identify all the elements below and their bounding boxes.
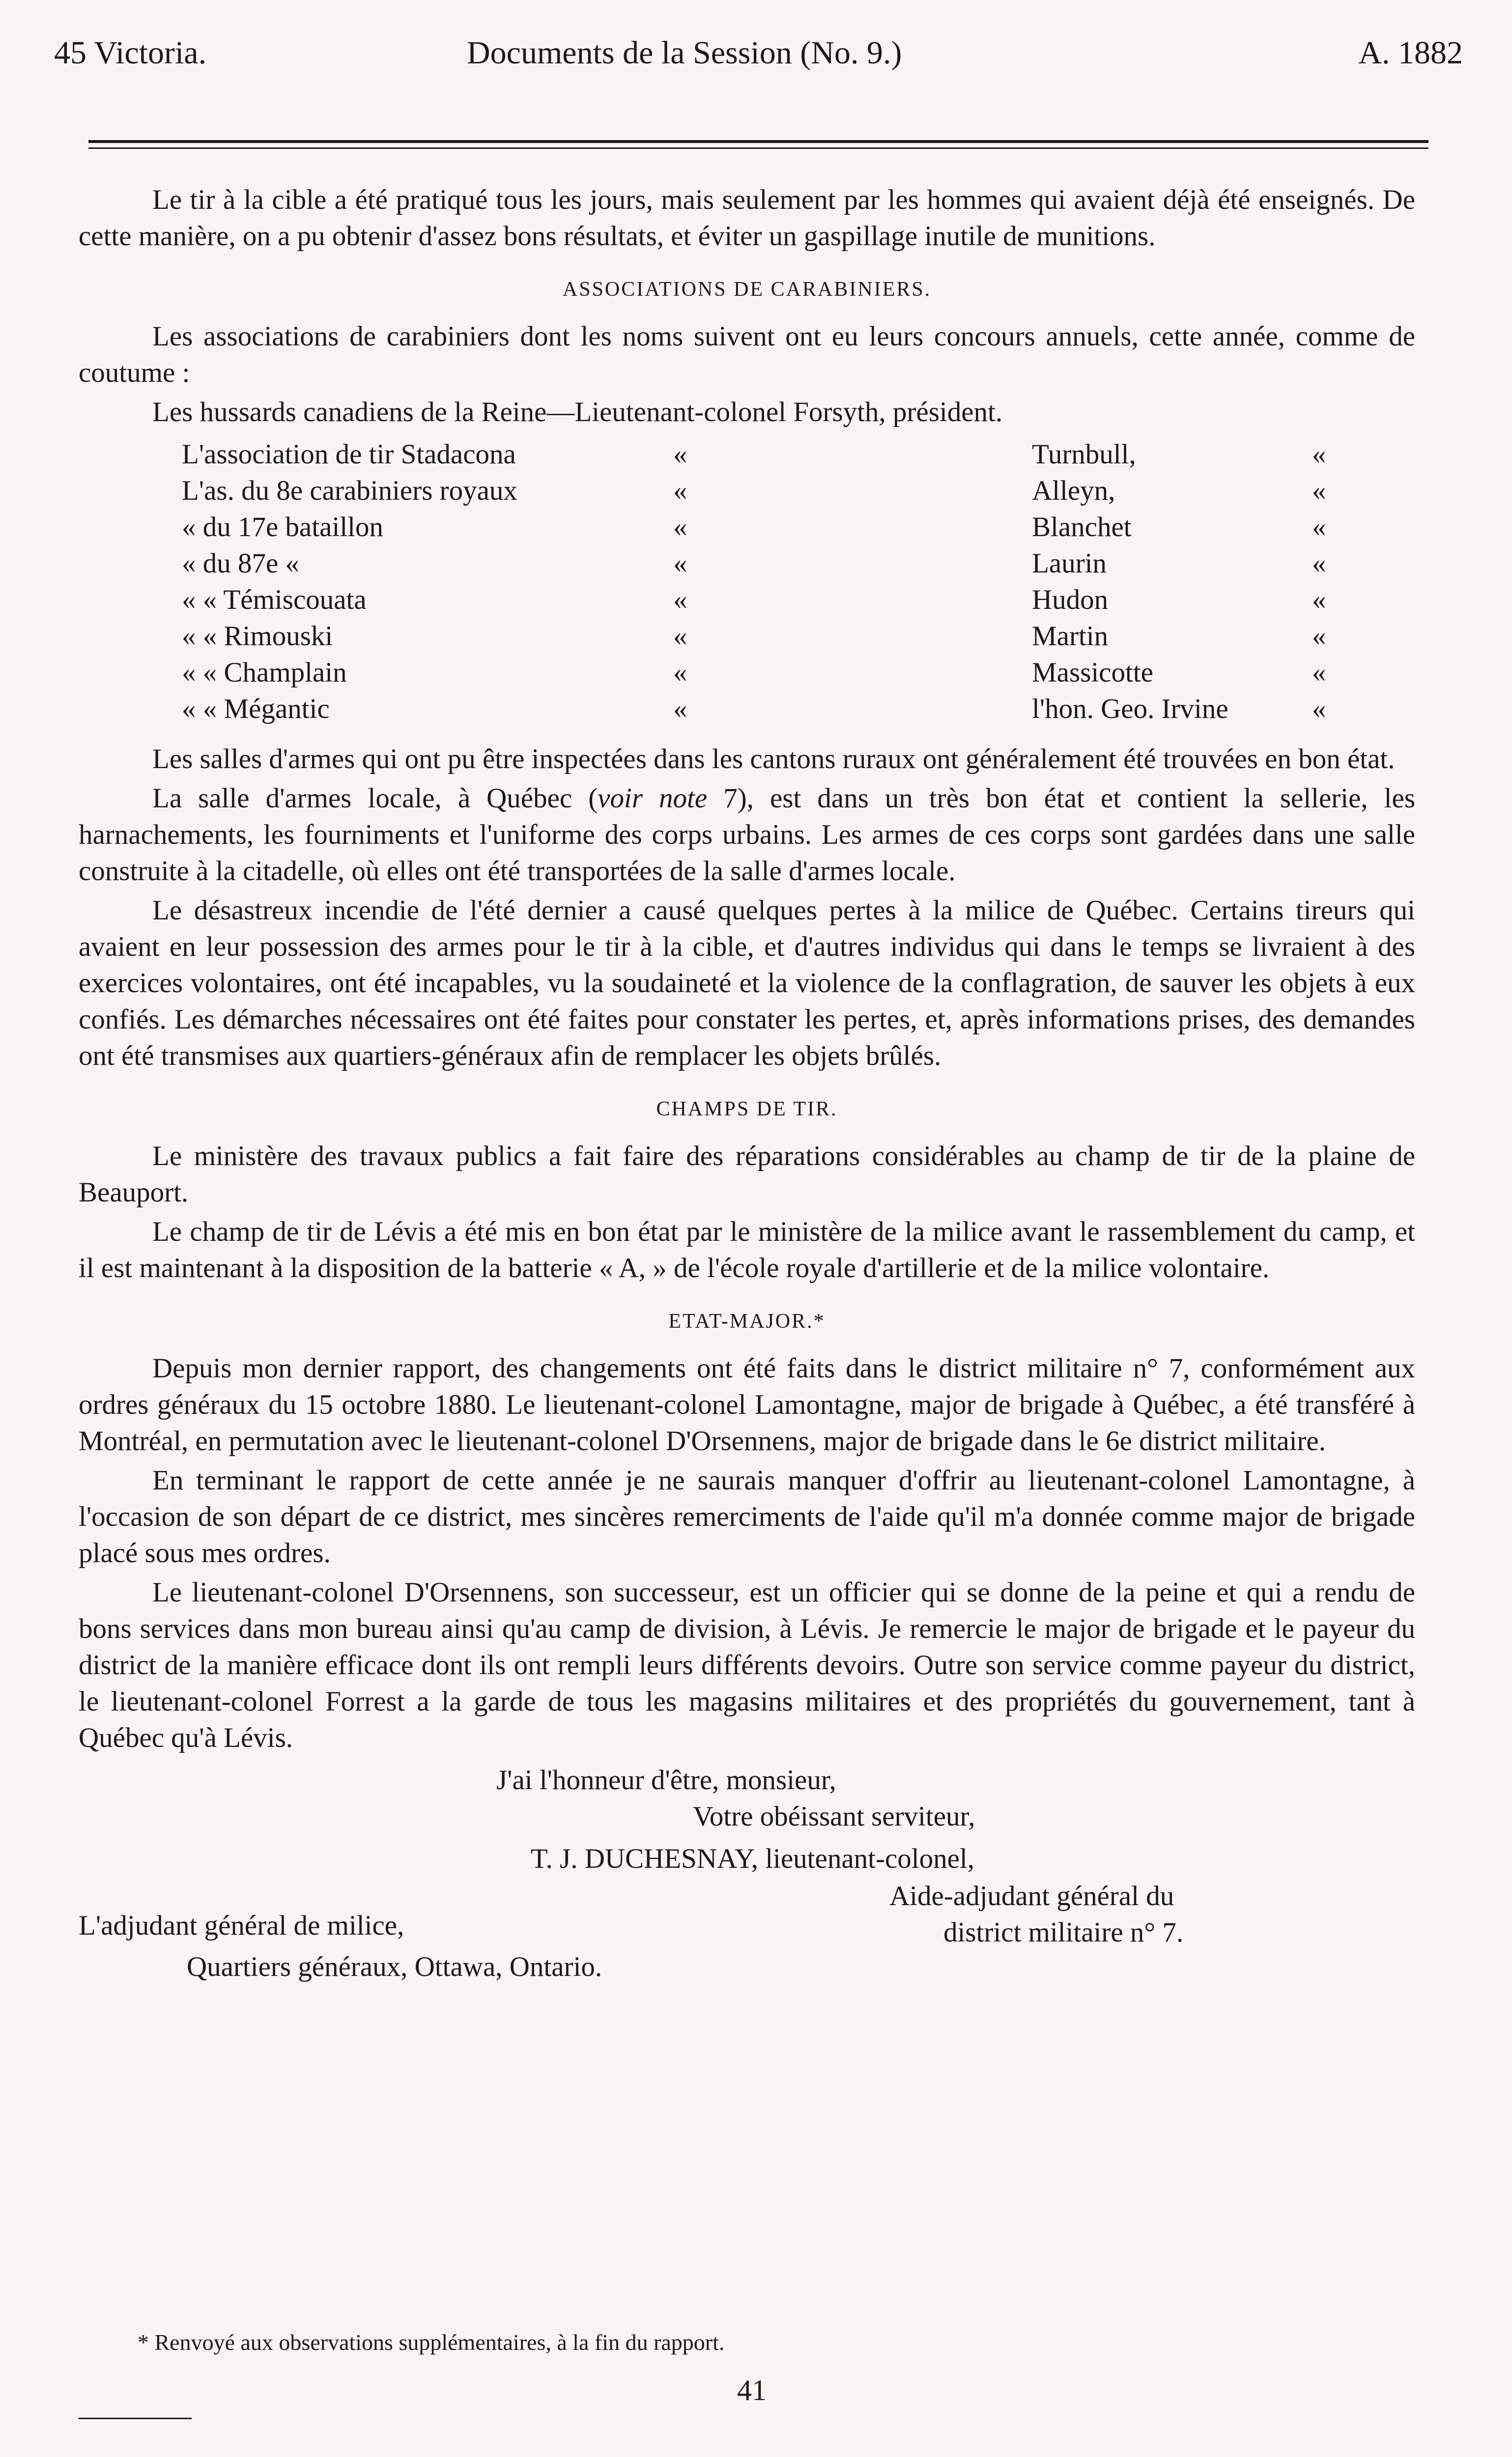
header-rule-thick (88, 140, 1428, 143)
paragraph-associations-intro: Les associations de carabiniers dont les noms suivent ont eu leurs concours annuels, cette année, comme de coutume : (79, 321, 1415, 388)
association-officer: Martin (1032, 621, 1109, 652)
list-item (79, 473, 1415, 509)
paragraph-hussards: Les hussards canadiens de la Reine—Lieutenant-colonel Forsyth, président. (152, 397, 1003, 428)
ditto-mark: « (1312, 584, 1326, 615)
footnote: * Renvoyé aux observations supplémentaires, à la fin du rapport. (138, 2330, 725, 2355)
list-item (79, 436, 1415, 473)
ditto-mark: « (673, 621, 687, 652)
ditto-mark: « (673, 512, 687, 543)
associations-list (79, 436, 1415, 736)
signoff-servant: Votre obéissant serviteur, (693, 1801, 975, 1832)
list-item (79, 509, 1415, 545)
ditto-mark: « (1312, 439, 1326, 470)
signoff-honour: J'ai l'honneur d'être, monsieur, (496, 1765, 836, 1796)
association-name: « du 87e « (182, 548, 300, 579)
association-name: « « Rimouski (182, 621, 333, 652)
ditto-mark: « (673, 584, 687, 615)
signoff-name: T. J. DUCHESNAY, lieutenant-colonel, (531, 1843, 974, 1874)
footnote-rule (79, 2418, 192, 2419)
text-run: 7), est dans un très bon état et contient la sellerie, les harnachements, les fourniments et l'uniforme des corps urbains. Les armes de ces corps sont gardées dans une salle construite à la citadelle, où elles ont été transportées de la salle d'armes locale. (79, 783, 1415, 886)
association-name: L'association de tir Stadacona (182, 439, 516, 470)
signoff-title-2: district militaire n° 7. (943, 1917, 1184, 1948)
paragraph-salles-armes: Les salles d'armes qui ont pu être inspectées dans les cantons ruraux ont généralement été trouvées en bon état. (152, 743, 1395, 774)
page-number: 41 (737, 2374, 767, 2406)
association-officer: l'hon. Geo. Irvine (1032, 693, 1228, 724)
addressee-line-1: L'adjudant général de milice, (79, 1910, 404, 1941)
italic-note: voir note (598, 783, 708, 814)
section-title-etat-major: ETAT-MAJOR.* (668, 1310, 826, 1333)
association-officer: Massicotte (1032, 657, 1153, 688)
association-name: « « Mégantic (182, 693, 330, 724)
header-left: 45 Victoria. (54, 35, 207, 71)
signoff-title-1: Aide-adjudant général du (889, 1881, 1174, 1912)
ditto-mark: « (673, 693, 687, 724)
association-name: « « Témiscouata (182, 584, 367, 615)
list-item (79, 691, 1415, 727)
association-officer: Alleyn, (1032, 475, 1115, 506)
association-name: L'as. du 8e carabiniers royaux (182, 475, 517, 506)
ditto-mark: « (1312, 621, 1326, 652)
page-header (39, 34, 1473, 93)
association-officer: Hudon (1032, 584, 1109, 615)
ditto-mark: « (673, 657, 687, 688)
signature-block (79, 1762, 1415, 2086)
paragraph-target-practice: Le tir à la cible a été pratiqué tous les jours, mais seulement par les hommes qui avaient déjà été enseignés. De cette manière, on a pu obtenir d'assez bons résultats, et éviter un gaspillage inutile de munitions. (79, 184, 1415, 252)
list-item (79, 618, 1415, 655)
document-body (79, 182, 1415, 2086)
ditto-mark: « (673, 548, 687, 579)
ditto-mark: « (1312, 512, 1326, 543)
text-run: La salle d'armes locale, à Québec ( (152, 783, 598, 814)
ditto-mark: « (1312, 657, 1326, 688)
list-item (79, 582, 1415, 618)
list-item (79, 545, 1415, 582)
paragraph-salle-quebec (79, 780, 1415, 889)
ditto-mark: « (1312, 693, 1326, 724)
paragraph-changements: Depuis mon dernier rapport, des changements ont été faits dans le district militaire n° 7, conformément aux ordres généraux du 15 octobre 1880. Le lieutenant-colonel Lamontagne, major de brigade à Québec, a été transféré à Montréal, en permutation avec le lieutenant-colonel D'Orsennens, major de brigade dans le 6e district militaire. (79, 1353, 1415, 1457)
association-name: « du 17e bataillon (182, 512, 383, 543)
ditto-mark: « (1312, 475, 1326, 506)
ditto-mark: « (1312, 548, 1326, 579)
paragraph-incendie: Le désastreux incendie de l'été dernier a causé quelques pertes à la milice de Québec. Certains tireurs qui avaient en leur possession des armes pour le tir à la cible, et d'autres individus qui dans le temps se livraient à des exercices volontaires, ont été incapables, vu la soudaineté et la violence de la conflagration, de sauver les objets à eux confiés. Les démarches nécessaires ont été faites pour constater les pertes, et, après informations prises, des demandes ont été transmises aux quartiers-généraux afin de remplacer les objets brûlés. (79, 895, 1415, 1071)
section-title-champs: CHAMPS DE TIR. (656, 1098, 838, 1120)
header-center: Documents de la Session (No. 9.) (467, 35, 902, 71)
header-rule-thin (88, 147, 1428, 149)
association-officer: Blanchet (1032, 512, 1132, 543)
addressee-line-2: Quartiers généraux, Ottawa, Ontario. (187, 1951, 602, 1982)
paragraph-remerciements: En terminant le rapport de cette année je ne saurais manquer d'offrir au lieutenant-colonel Lamontagne, à l'occasion de son départ de ce district, mes sincères remerciments de l'aide qu'il m'a donnée comme major de brigade placé sous mes ordres. (79, 1465, 1415, 1569)
header-right: A. 1882 (1358, 35, 1463, 71)
association-name: « « Champlain (182, 657, 347, 688)
paragraph-levis: Le champ de tir de Lévis a été mis en bon état par le ministère de la milice avant le rassemblement du camp, et il est maintenant à la disposition de la batterie « A, » de l'école royale d'artillerie et de la milice volontaire. (79, 1216, 1415, 1284)
ditto-mark: « (673, 475, 687, 506)
ditto-mark: « (673, 439, 687, 470)
paragraph-beauport: Le ministère des travaux publics a fait faire des réparations considérables au champ de tir de la plaine de Beauport. (79, 1141, 1415, 1208)
association-officer: Laurin (1032, 548, 1107, 579)
association-officer: Turnbull, (1032, 439, 1136, 470)
list-item (79, 655, 1415, 691)
section-title-associations: ASSOCIATIONS DE CARABINIERS. (562, 278, 932, 301)
paragraph-orsennens: Le lieutenant-colonel D'Orsennens, son successeur, est un officier qui se donne de la peine et qui a rendu de bons services dans mon bureau ainsi qu'au camp de division, à Lévis. Je remercie le major de brigade et le payeur du district de la manière efficace dont ils ont rempli leurs différents devoirs. Outre son service comme payeur du district, le lieutenant-colonel Forrest a la garde de tous les magasins militaires et des propriétés du gouvernement, tant à Québec qu'à Lévis. (79, 1577, 1415, 1753)
